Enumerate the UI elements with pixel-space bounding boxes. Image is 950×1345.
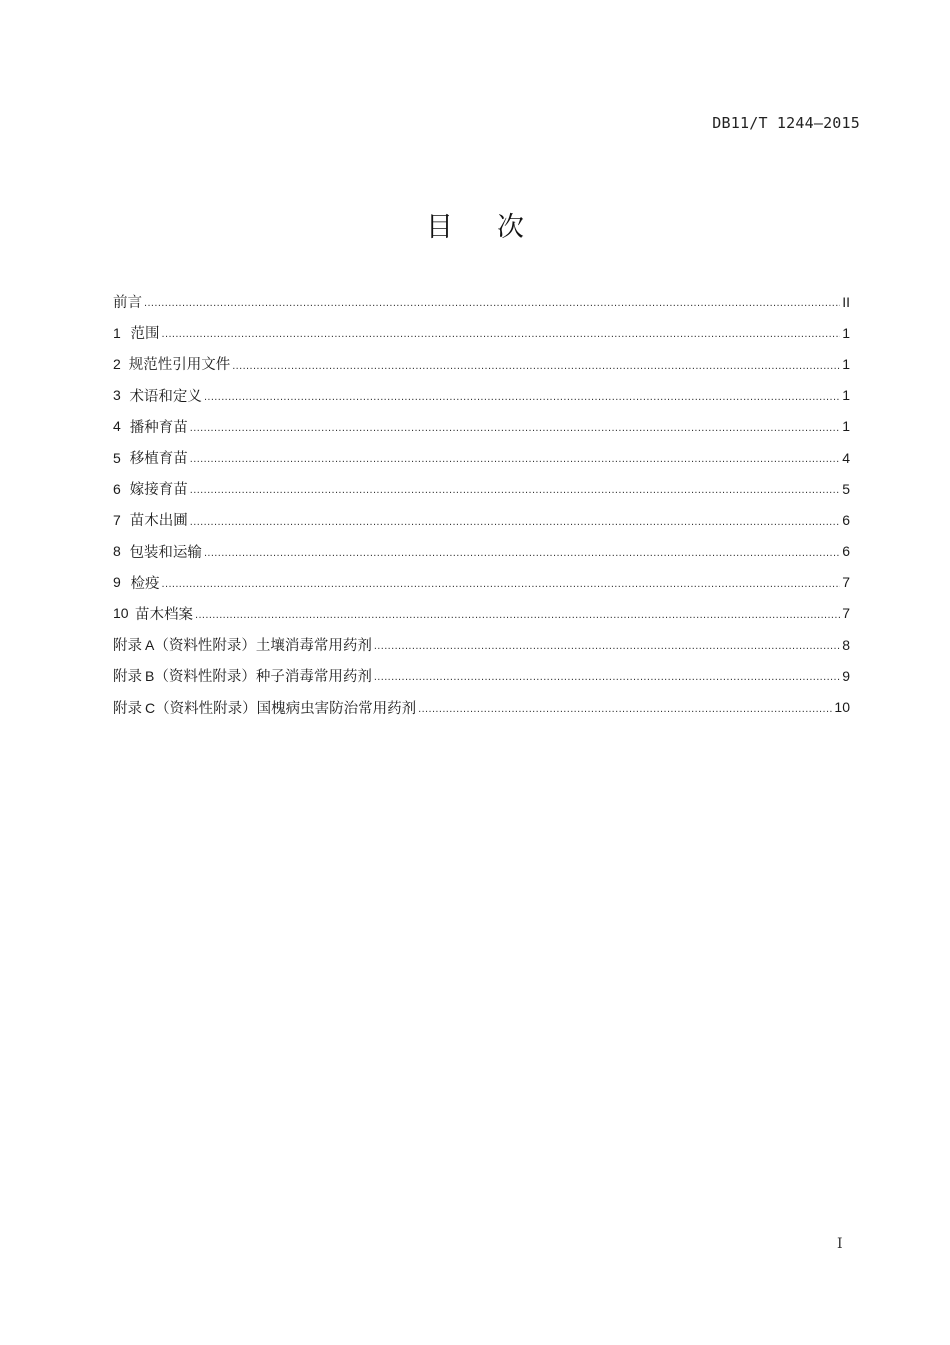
dot-leader xyxy=(204,391,840,411)
toc-entry-7[interactable] xyxy=(113,504,850,535)
toc-entry-10[interactable] xyxy=(113,598,850,629)
appendix-prefix: 附录 xyxy=(113,700,142,717)
toc-entry-number: 10 xyxy=(113,605,129,622)
toc-entry-6[interactable] xyxy=(113,473,850,504)
toc-entry-label: 土壤消毒常用药剂 xyxy=(255,638,372,655)
table-of-contents xyxy=(113,286,850,723)
toc-entry-appendix-b[interactable] xyxy=(113,660,850,691)
toc-entry-number: 3 xyxy=(113,387,121,404)
appendix-kind: （资料性附录） xyxy=(155,700,257,717)
dot-leader xyxy=(162,578,841,598)
toc-entry-9[interactable] xyxy=(113,567,850,598)
document-code: DB11/T 1244—2015 xyxy=(712,114,860,132)
toc-entry-label: 规范性引用文件 xyxy=(128,357,231,374)
toc-entry-page: 8 xyxy=(842,636,850,653)
toc-entry-page: 10 xyxy=(834,699,850,716)
toc-entry-1[interactable] xyxy=(113,317,850,348)
appendix-designation xyxy=(113,665,256,686)
toc-entry-label: 包装和运输 xyxy=(129,544,202,561)
dot-leader xyxy=(374,640,840,660)
dot-leader xyxy=(418,703,832,723)
toc-entry-appendix-c[interactable] xyxy=(113,691,850,722)
toc-entry-number: 7 xyxy=(113,511,121,528)
toc-entry-2[interactable] xyxy=(113,348,850,379)
toc-entry-number: 9 xyxy=(113,574,121,591)
toc-entry-page: 5 xyxy=(842,480,850,497)
toc-entry-page: 7 xyxy=(842,605,850,622)
toc-entry-page: II xyxy=(842,293,850,310)
toc-entry-page: 7 xyxy=(842,574,850,591)
toc-entry-label: 种子消毒常用药剂 xyxy=(255,669,372,686)
toc-entry-label: 移植育苗 xyxy=(129,451,188,468)
appendix-letter: B xyxy=(145,668,155,685)
toc-entry-label: 苗木出圃 xyxy=(129,513,188,530)
toc-entry-label: 检疫 xyxy=(130,575,160,592)
appendix-letter: C xyxy=(145,699,156,716)
toc-entry-8[interactable] xyxy=(113,536,850,567)
toc-entry-page: 4 xyxy=(842,449,850,466)
toc-entry-label: 苗木档案 xyxy=(135,606,193,623)
appendix-designation xyxy=(113,634,256,655)
toc-entry-number: 5 xyxy=(113,449,121,466)
toc-entry-number: 8 xyxy=(113,543,121,560)
dot-leader xyxy=(190,453,840,473)
dot-leader xyxy=(190,422,840,442)
toc-entry-label: 前言 xyxy=(113,295,142,312)
dot-leader xyxy=(232,360,840,380)
toc-entry-5[interactable] xyxy=(113,442,850,473)
toc-entry-label: 术语和定义 xyxy=(129,388,202,405)
appendix-prefix: 附录 xyxy=(113,638,142,655)
toc-entry-page: 1 xyxy=(842,387,850,404)
toc-entry-appendix-a[interactable] xyxy=(113,629,850,660)
appendix-designation xyxy=(113,697,257,718)
toc-entry-label: 国槐病虫害防治常用药剂 xyxy=(256,700,417,717)
toc-entry-number: 2 xyxy=(113,355,121,372)
page-title: 目次 xyxy=(426,212,568,243)
toc-entry-label: 范围 xyxy=(130,326,160,343)
toc-entry-page: 6 xyxy=(842,543,850,560)
dot-leader xyxy=(190,484,840,504)
toc-entry-3[interactable] xyxy=(113,380,850,411)
dot-leader xyxy=(144,297,840,317)
toc-entry-page: 1 xyxy=(842,418,850,435)
appendix-kind: （资料性附录） xyxy=(154,669,256,686)
toc-entry-label: 播种育苗 xyxy=(129,419,188,436)
page-number: I xyxy=(837,1236,843,1252)
toc-entry-4[interactable] xyxy=(113,411,850,442)
toc-entry-number: 1 xyxy=(113,324,121,341)
dot-leader xyxy=(190,516,840,536)
toc-entry-page: 1 xyxy=(842,355,850,372)
toc-entry-page: 9 xyxy=(842,667,850,684)
toc-entry-page: 6 xyxy=(842,511,850,528)
appendix-prefix: 附录 xyxy=(113,669,142,686)
dot-leader xyxy=(204,547,840,567)
toc-entry-number: 6 xyxy=(113,480,121,497)
dot-leader xyxy=(195,609,840,629)
toc-entry-preface[interactable] xyxy=(113,286,850,317)
dot-leader xyxy=(162,328,841,348)
toc-entry-page: 1 xyxy=(842,324,850,341)
dot-leader xyxy=(374,671,840,691)
toc-entry-number: 4 xyxy=(113,418,121,435)
toc-entry-label: 嫁接育苗 xyxy=(129,482,188,499)
appendix-letter: A xyxy=(145,637,155,654)
appendix-kind: （资料性附录） xyxy=(154,638,256,655)
